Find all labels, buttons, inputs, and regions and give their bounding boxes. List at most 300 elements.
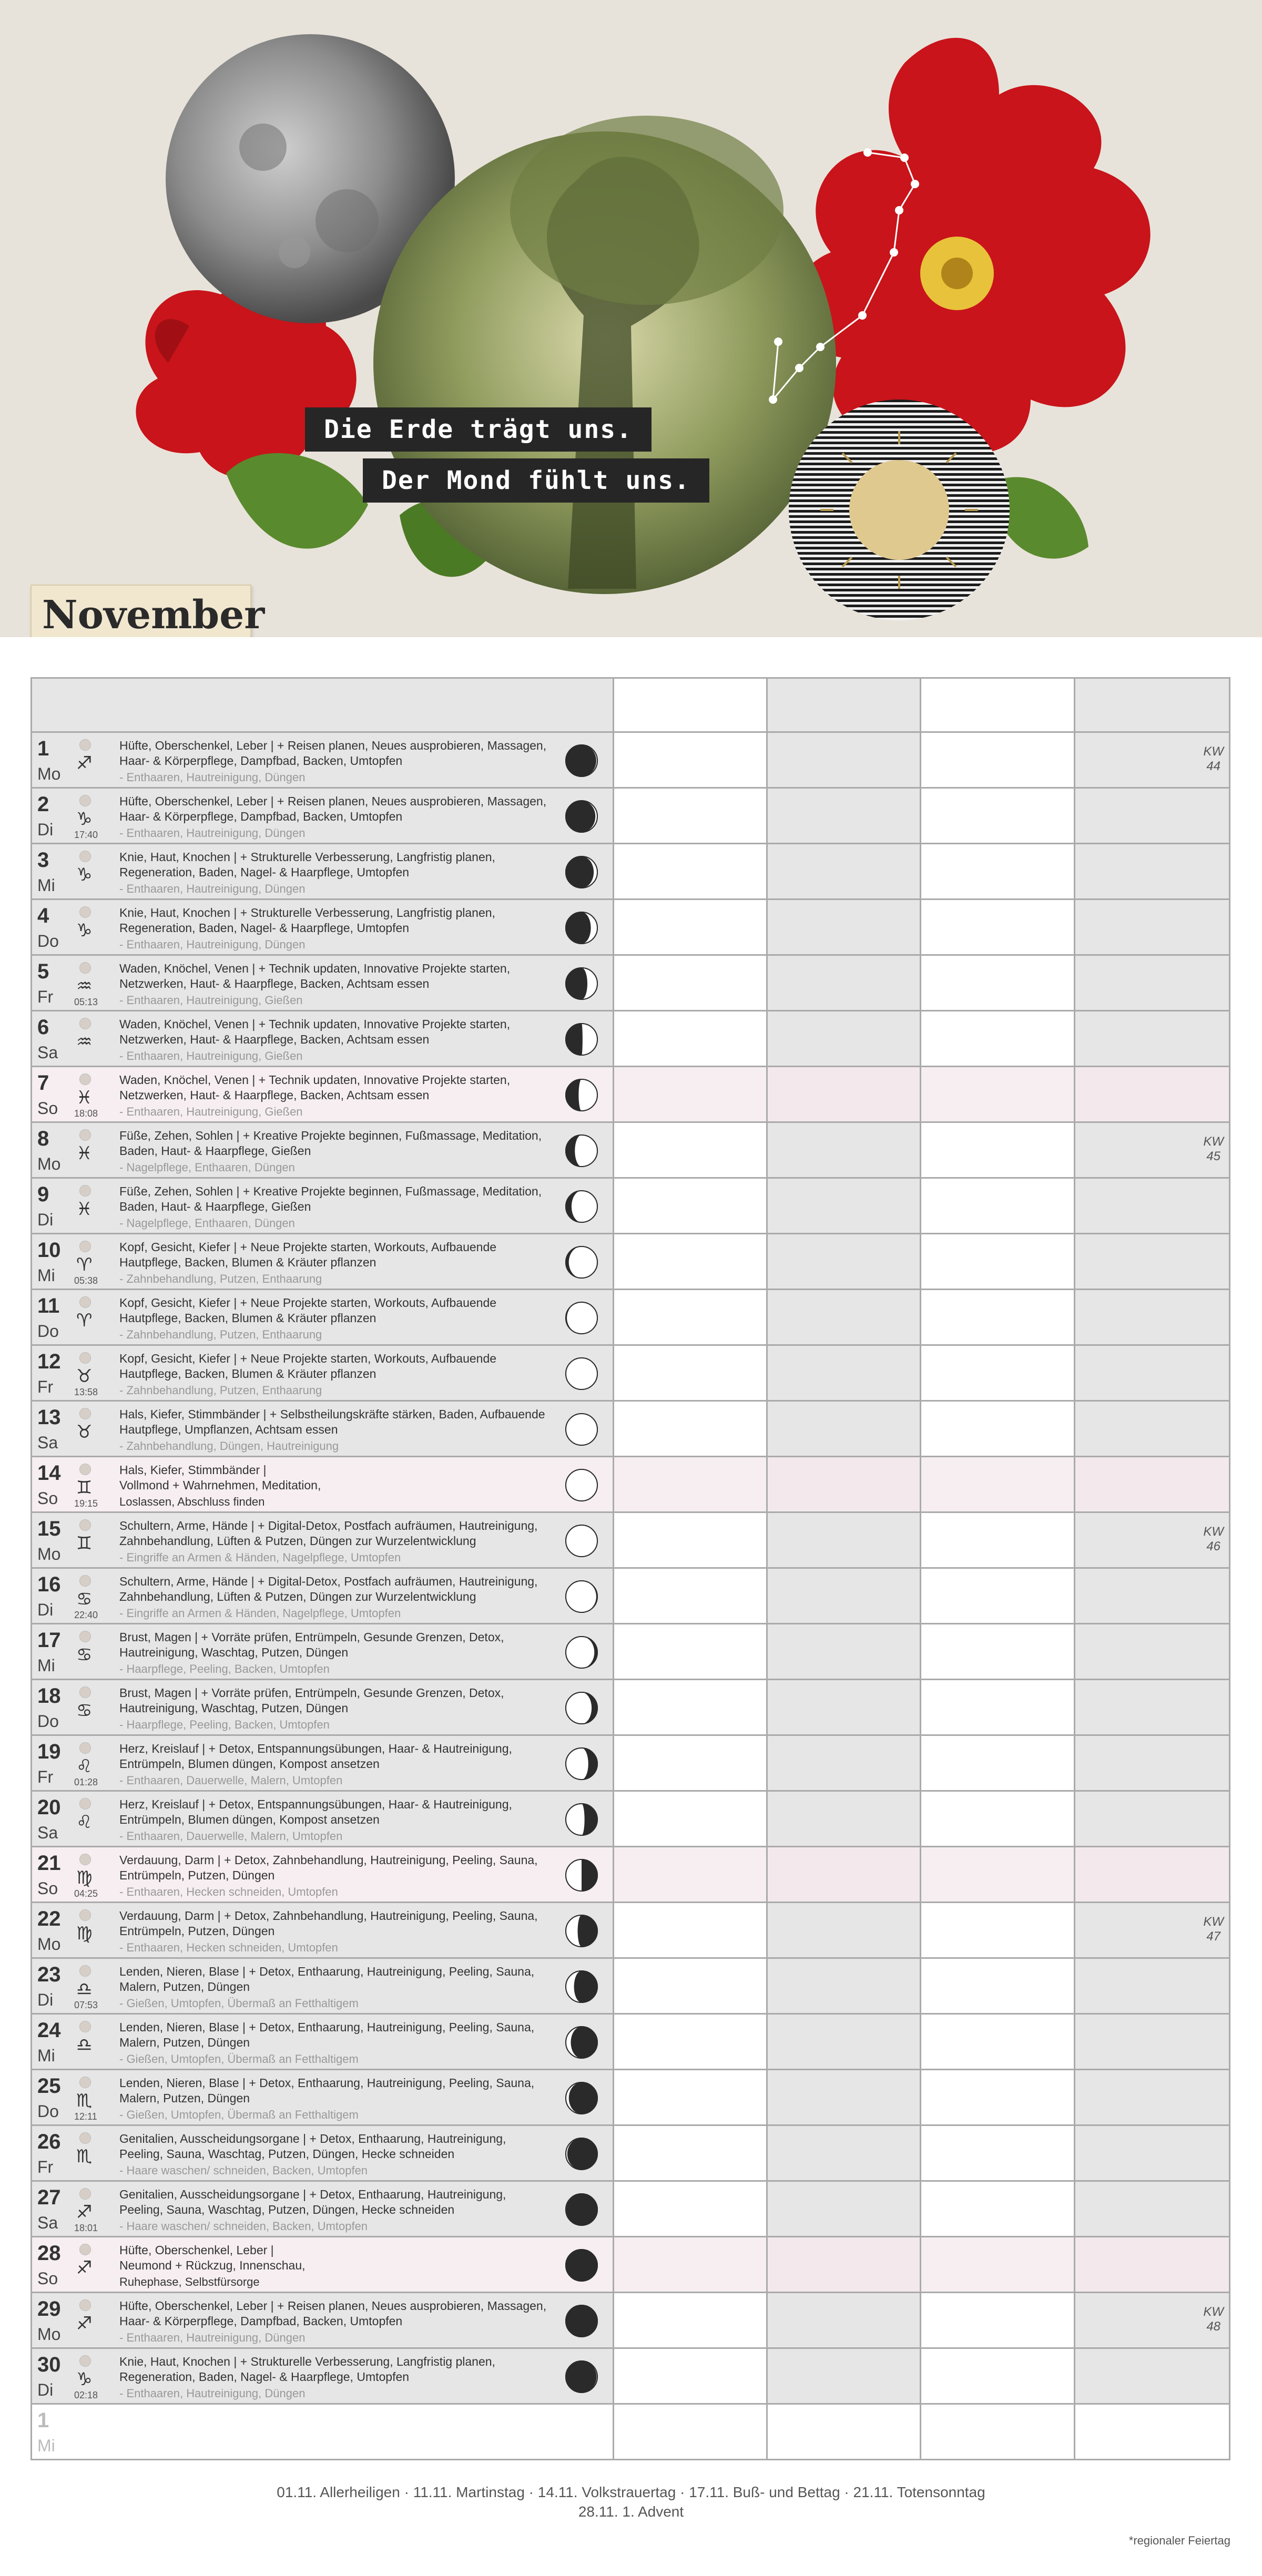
notes-cell[interactable] (921, 1346, 1075, 1400)
description-line-1: Schultern, Arme, Hände | + Digital-Detox, Postfach aufräumen, Hautreinigung, (119, 1519, 538, 1532)
day-number: 20 (37, 1796, 61, 1819)
notes-cell[interactable] (1075, 1680, 1229, 1734)
day-row (30, 1792, 1230, 1847)
day-description (119, 1184, 561, 1214)
notes-cell[interactable] (614, 1290, 768, 1344)
description-line-1: Lenden, Nieren, Blase | + Detox, Enthaarung, Hautreinigung, Peeling, Sauna, (119, 2076, 535, 2090)
notes-cell[interactable] (768, 1123, 921, 1177)
notes-cell[interactable] (768, 1792, 921, 1846)
weekday: Di (37, 1990, 54, 2009)
avoid-list: - Eingriffe an Armen & Händen, Nagelpflege, Umtopfen (119, 1551, 401, 1564)
day-number: 1 (37, 737, 49, 760)
notes-cell[interactable] (921, 1234, 1075, 1289)
notes-cell[interactable] (1075, 1179, 1229, 1233)
description-line-1: Knie, Haut, Knochen | + Strukturelle Verbesserung, Langfristig planen, (119, 906, 495, 919)
quote-line-2: Der Mond fühlt uns. (363, 458, 709, 503)
description-line-1: Waden, Knöchel, Venen | + Technik updaten, Innovative Projekte starten, (119, 1017, 511, 1031)
weekday: So (37, 2269, 58, 2288)
day-description (119, 1908, 561, 1939)
description-line-1: Waden, Knöchel, Venen | + Technik updaten, Innovative Projekte starten, (119, 962, 511, 975)
notes-cell[interactable] (1075, 1234, 1229, 1289)
notes-cell[interactable] (1075, 2349, 1229, 2403)
notes-cell[interactable] (921, 1680, 1075, 1734)
weekday: Mo (37, 764, 61, 783)
zodiac-sign-icon: ♓ (76, 1087, 93, 1108)
notes-column-2[interactable] (768, 679, 921, 731)
notes-cell[interactable] (921, 1847, 1075, 1902)
moon-sign-icon (79, 1241, 91, 1252)
calendar-week-label: KW 47 (1203, 1915, 1224, 1944)
notes-cell[interactable] (768, 1067, 921, 1121)
zodiac-sign-icon: ♎ (76, 1979, 93, 2000)
notes-cell[interactable] (768, 1457, 921, 1511)
day-row (30, 1290, 1230, 1346)
day-row (30, 1457, 1230, 1513)
notes-cell[interactable] (768, 1903, 921, 1957)
moon-sign-icon (79, 2355, 91, 2367)
notes-cell[interactable] (1075, 2237, 1229, 2292)
notes-cell[interactable] (921, 1736, 1075, 1790)
description-line-2: Entrümpeln, Putzen, Düngen (119, 1868, 275, 1882)
zodiac-sign-icon: ♋ (76, 1589, 93, 1610)
description-line-2: Haar- & Körperpflege, Dampfbad, Backen, Umtopfen (119, 810, 403, 823)
moon-sign-icon (79, 1909, 91, 1921)
notes-cell[interactable] (768, 844, 921, 898)
weekday: So (37, 1489, 58, 1508)
day-number: 6 (37, 1016, 49, 1039)
weekday: Fr (37, 2158, 54, 2176)
day-number: 28 (37, 2242, 61, 2265)
notes-cell[interactable] (614, 2182, 768, 2236)
avoid-list: - Enthaaren, Dauerwelle, Malern, Umtopfen (119, 1829, 343, 1843)
notes-cell[interactable] (614, 1402, 768, 1456)
day-description (119, 1017, 561, 1047)
day-row (30, 1234, 1230, 1290)
notes-cell[interactable] (921, 1067, 1075, 1121)
day-description (119, 1128, 561, 1159)
weekday: Fr (37, 987, 54, 1006)
day-row (30, 1346, 1230, 1402)
notes-cell[interactable] (768, 1402, 921, 1456)
moon-sign-icon (79, 1074, 91, 1085)
description-line-2: Netzwerken, Haut- & Haarpflege, Backen, Achtsam essen (119, 1033, 430, 1046)
day-description (119, 905, 561, 936)
notes-cell[interactable] (614, 1959, 768, 2013)
notes-cell[interactable] (768, 1513, 921, 1567)
notes-cell[interactable] (768, 1624, 921, 1679)
description-line-1: Hals, Kiefer, Stimmbänder | + Selbstheilungskräfte stärken, Baden, Aufbauende (119, 1407, 545, 1421)
notes-cell[interactable] (1075, 1736, 1229, 1790)
notes-cell[interactable] (921, 844, 1075, 898)
notes-cell[interactable] (1075, 1457, 1229, 1511)
day-info-cell (32, 1402, 614, 1456)
notes-cell[interactable] (768, 1346, 921, 1400)
description-line-2: Hautpflege, Backen, Blumen & Kräuter pflanzen (119, 1367, 376, 1381)
avoid-list: - Gießen, Umtopfen, Übermaß an Fetthaltigem (119, 2108, 359, 2121)
description-line-2: Peeling, Sauna, Waschtag, Putzen, Düngen, Hecke schneiden (119, 2203, 455, 2216)
day-info-cell (32, 2182, 614, 2236)
day-info-cell (32, 1457, 614, 1511)
zodiac-sign-icon: ♓ (76, 1143, 93, 1164)
avoid-list: - Zahnbehandlung, Düngen, Hautreinigung (119, 1439, 339, 1453)
zodiac-sign-icon: ♑ (76, 2369, 93, 2390)
notes-cell[interactable] (614, 1847, 768, 1902)
notes-cell[interactable] (1075, 1011, 1229, 1066)
day-info-cell (32, 1513, 614, 1567)
notes-cell[interactable] (1075, 1290, 1229, 1344)
day-info-cell (32, 1179, 614, 1233)
notes-cell[interactable] (768, 2349, 921, 2403)
notes-cell[interactable] (768, 1847, 921, 1902)
notes-cell[interactable] (614, 900, 768, 954)
moon-sign-icon (79, 1352, 91, 1364)
notes-cell[interactable] (921, 2126, 1075, 2180)
notes-cell[interactable] (1075, 1792, 1229, 1846)
description-line-2: Vollmond + Wahrnehmen, Meditation, (119, 1478, 321, 1492)
notes-cell[interactable] (614, 2070, 768, 2124)
day-number: 29 (37, 2297, 61, 2321)
weekday: Sa (37, 2213, 58, 2232)
moon-phase-icon (564, 1301, 599, 1335)
description-line-2: Entrümpeln, Putzen, Düngen (119, 1924, 275, 1938)
notes-cell[interactable] (921, 1624, 1075, 1679)
avoid-list: - Enthaaren, Dauerwelle, Malern, Umtopfen (119, 1774, 343, 1787)
weekday: Mo (37, 2325, 61, 2344)
notes-cell[interactable] (614, 2405, 768, 2459)
day-description (119, 2020, 561, 2050)
description-line-1: Kopf, Gesicht, Kiefer | + Neue Projekte starten, Workouts, Aufbauende (119, 1352, 497, 1365)
day-info-cell (32, 1346, 614, 1400)
notes-cell[interactable] (614, 1346, 768, 1400)
day-number: 18 (37, 1684, 61, 1708)
moon-phase-icon (564, 1858, 599, 1893)
notes-cell[interactable] (614, 2293, 768, 2347)
zodiac-sign-icon: ♏ (76, 2090, 93, 2111)
day-info-cell (32, 1290, 614, 1344)
notes-cell[interactable] (921, 900, 1075, 954)
day-info-cell (32, 2237, 614, 2292)
notes-cell[interactable] (1075, 1402, 1229, 1456)
day-row (30, 2015, 1230, 2070)
description-line-2: Haar- & Körperpflege, Dampfbad, Backen, Umtopfen (119, 754, 403, 768)
notes-cell[interactable] (614, 2015, 768, 2069)
notes-cell[interactable] (614, 2349, 768, 2403)
notes-cell[interactable] (1075, 1569, 1229, 1623)
notes-cell[interactable] (921, 1179, 1075, 1233)
month-title: November (30, 585, 251, 637)
sign-change-time: 07:53 (74, 2000, 98, 2010)
day-number: 17 (37, 1629, 61, 1652)
day-description (119, 1797, 561, 1827)
notes-cell[interactable] (1075, 789, 1229, 843)
day-row (30, 1903, 1230, 1959)
moon-sign-icon (79, 2299, 91, 2311)
notes-cell[interactable] (1075, 2405, 1229, 2459)
notes-cell[interactable] (614, 1624, 768, 1679)
moon-phase-icon (564, 1412, 599, 1447)
day-number: 19 (37, 1740, 61, 1763)
notes-cell[interactable] (614, 1234, 768, 1289)
day-description (119, 1295, 561, 1326)
weekday: Mi (37, 1656, 55, 1675)
day-description (119, 2131, 561, 2162)
notes-cell[interactable] (768, 1736, 921, 1790)
day-number: 26 (37, 2130, 61, 2153)
day-row (30, 844, 1230, 900)
description-line-1: Waden, Knöchel, Venen | + Technik updaten, Innovative Projekte starten, (119, 1073, 511, 1087)
day-row (30, 1123, 1230, 1179)
description-line-1: Lenden, Nieren, Blase | + Detox, Enthaarung, Hautreinigung, Peeling, Sauna, (119, 1965, 535, 1978)
notes-cell[interactable] (768, 2405, 921, 2459)
notes-column-4[interactable] (1075, 679, 1229, 731)
day-description (119, 2187, 561, 2217)
notes-cell[interactable] (921, 2349, 1075, 2403)
avoid-list: - Enthaaren, Hecken schneiden, Umtopfen (119, 1941, 338, 1954)
sign-change-time: 18:01 (74, 2223, 98, 2233)
notes-cell[interactable] (614, 1513, 768, 1567)
notes-cell[interactable] (921, 2070, 1075, 2124)
notes-cell[interactable] (768, 789, 921, 843)
notes-cell[interactable] (921, 1457, 1075, 1511)
weekday: Di (37, 1600, 54, 1619)
notes-cell[interactable] (921, 1513, 1075, 1567)
moon-phase-icon (564, 1802, 599, 1837)
day-description (119, 738, 561, 769)
sign-change-time: 04:25 (74, 1888, 98, 1899)
notes-cell[interactable] (614, 1903, 768, 1957)
avoid-list: - Zahnbehandlung, Putzen, Enthaarung (119, 1272, 322, 1285)
notes-cell[interactable] (1075, 2070, 1229, 2124)
notes-cell[interactable] (921, 2015, 1075, 2069)
notes-cell[interactable] (614, 1569, 768, 1623)
moon-phase-icon (564, 799, 599, 834)
notes-cell[interactable] (614, 1067, 768, 1121)
collage-illustration (0, 0, 1262, 637)
calendar-grid (30, 677, 1230, 2460)
day-row (30, 1011, 1230, 1067)
notes-cell[interactable] (614, 1736, 768, 1790)
moon-phase-icon (564, 911, 599, 945)
description-line-2: Hautpflege, Umpflanzen, Achtsam essen (119, 1423, 338, 1436)
moon-sign-icon (79, 962, 91, 974)
notes-cell[interactable] (614, 1123, 768, 1177)
sign-change-time: 12:11 (74, 2111, 97, 2122)
description-line-2: Entrümpeln, Blumen düngen, Kompost ansetzen (119, 1813, 380, 1826)
notes-cell[interactable] (768, 2070, 921, 2124)
notes-cell[interactable] (614, 733, 768, 787)
moon-phase-icon (564, 2081, 599, 2115)
leaf-left (226, 453, 368, 549)
day-row (30, 2126, 1230, 2182)
notes-cell[interactable] (768, 733, 921, 787)
notes-cell[interactable] (614, 789, 768, 843)
notes-cell[interactable] (921, 1569, 1075, 1623)
notes-cell[interactable] (768, 1290, 921, 1344)
day-info-cell (32, 2015, 614, 2069)
moon-sign-icon (79, 1296, 91, 1308)
zodiac-sign-icon: ♊ (76, 1477, 93, 1498)
zodiac-sign-icon: ♐ (76, 2202, 93, 2223)
day-row (30, 1624, 1230, 1680)
notes-cell[interactable] (921, 1903, 1075, 1957)
notes-cell[interactable] (768, 1179, 921, 1233)
notes-cell[interactable] (1075, 733, 1229, 787)
notes-cell[interactable] (921, 1290, 1075, 1344)
notes-cell[interactable] (614, 2126, 768, 2180)
avoid-list: - Enthaaren, Hautreinigung, Gießen (119, 1105, 303, 1118)
notes-cell[interactable] (1075, 2126, 1229, 2180)
sign-change-time: 01:28 (74, 1777, 98, 1787)
notes-cell[interactable] (614, 1792, 768, 1846)
notes-cell[interactable] (768, 1959, 921, 2013)
notes-cell[interactable] (768, 2182, 921, 2236)
notes-cell[interactable] (1075, 900, 1229, 954)
avoid-list: - Enthaaren, Hautreinigung, Düngen (119, 2387, 306, 2400)
moon-phase-icon (564, 1022, 599, 1057)
notes-cell[interactable] (768, 900, 921, 954)
day-number: 27 (37, 2186, 61, 2209)
notes-cell[interactable] (1075, 844, 1229, 898)
description-line-1: Genitalien, Ausscheidungsorgane | + Detox, Enthaarung, Hautreinigung, (119, 2187, 506, 2201)
notes-cell[interactable] (768, 2126, 921, 2180)
notes-cell[interactable] (768, 956, 921, 1010)
notes-cell[interactable] (921, 733, 1075, 787)
notes-cell[interactable] (1075, 2293, 1229, 2347)
avoid-list: - Zahnbehandlung, Putzen, Enthaarung (119, 1328, 322, 1341)
description-line-2: Regeneration, Baden, Nagel- & Haarpflege, Umtopfen (119, 2370, 410, 2384)
day-info-cell (32, 1736, 614, 1790)
notes-cell[interactable] (921, 1792, 1075, 1846)
notes-cell[interactable] (1075, 1123, 1229, 1177)
avoid-list: - Enthaaren, Hautreinigung, Düngen (119, 938, 306, 951)
weekday: Do (37, 2102, 59, 2121)
day-number: 8 (37, 1127, 49, 1150)
moon-phase-icon (564, 1468, 599, 1502)
notes-cell[interactable] (921, 1011, 1075, 1066)
notes-cell[interactable] (1075, 956, 1229, 1010)
day-description (119, 961, 561, 991)
moon-phase-icon (564, 2304, 599, 2338)
notes-cell[interactable] (614, 1680, 768, 1734)
notes-cell[interactable] (921, 789, 1075, 843)
day-info-cell (32, 2293, 614, 2347)
day-number: 24 (37, 2019, 61, 2042)
notes-cell[interactable] (1075, 2015, 1229, 2069)
description-line-2: Baden, Haut- & Haarpflege, Gießen (119, 1144, 311, 1158)
notes-cell[interactable] (921, 1402, 1075, 1456)
weekday: Mi (37, 2436, 55, 2455)
moon-sign-icon (79, 1742, 91, 1754)
red-flower-right (792, 38, 1150, 453)
moon-phase-icon (564, 1356, 599, 1391)
moon-phase-icon (564, 1189, 599, 1224)
notes-cell[interactable] (614, 1457, 768, 1511)
day-info-cell (32, 789, 614, 843)
notes-cell[interactable] (921, 2182, 1075, 2236)
day-row (30, 1569, 1230, 1624)
day-number: 3 (37, 849, 49, 872)
day-number: 11 (37, 1294, 60, 1317)
day-row (30, 1513, 1230, 1569)
notes-cell[interactable] (614, 2237, 768, 2292)
notes-cell[interactable] (768, 2237, 921, 2292)
moon-sign-icon (79, 1018, 91, 1029)
notes-cell[interactable] (1075, 1903, 1229, 1957)
zodiac-sign-icon: ♒ (76, 1031, 93, 1052)
day-description (119, 2298, 561, 2329)
notes-cell[interactable] (921, 2237, 1075, 2292)
day-number: 22 (37, 1907, 61, 1930)
weekday: Sa (37, 1823, 58, 1842)
notes-cell[interactable] (921, 956, 1075, 1010)
notes-cell[interactable] (768, 1011, 921, 1066)
description-line-1: Kopf, Gesicht, Kiefer | + Neue Projekte starten, Workouts, Aufbauende (119, 1240, 497, 1254)
day-row (30, 2237, 1230, 2293)
description-line-2: Baden, Haut- & Haarpflege, Gießen (119, 1200, 311, 1213)
avoid-list: - Enthaaren, Hautreinigung, Düngen (119, 826, 306, 840)
day-number: 25 (37, 2074, 61, 2098)
notes-cell[interactable] (614, 844, 768, 898)
notes-cell[interactable] (1075, 1513, 1229, 1567)
notes-cell[interactable] (921, 2405, 1075, 2459)
moon-phase-icon (564, 855, 599, 890)
weekday: Mi (37, 2046, 55, 2065)
notes-cell[interactable] (614, 1179, 768, 1233)
day-info-cell (32, 956, 614, 1010)
description-line-2: Netzwerken, Haut- & Haarpflege, Backen, Achtsam essen (119, 977, 430, 990)
notes-cell[interactable] (921, 1123, 1075, 1177)
notes-cell[interactable] (1075, 1959, 1229, 2013)
description-line-1: Herz, Kreislauf | + Detox, Entspannungsübungen, Haar- & Hautreinigung, (119, 1797, 512, 1811)
notes-cell[interactable] (1075, 2182, 1229, 2236)
notes-cell[interactable] (1075, 1624, 1229, 1679)
notes-cell[interactable] (768, 1234, 921, 1289)
zodiac-sign-icon: ♑ (76, 809, 93, 830)
zodiac-sign-icon: ♍ (76, 1923, 93, 1944)
day-info-cell (32, 1234, 614, 1289)
avoid-list: - Enthaaren, Hautreinigung, Gießen (119, 994, 303, 1007)
day-description (119, 1518, 561, 1549)
notes-cell[interactable] (768, 2293, 921, 2347)
notes-cell[interactable] (1075, 1346, 1229, 1400)
notes-cell[interactable] (1075, 1847, 1229, 1902)
notes-cell[interactable] (1075, 1067, 1229, 1121)
day-number: 15 (37, 1517, 61, 1540)
avoid-list: - Haare waschen/ schneiden, Backen, Umtopfen (119, 2220, 368, 2233)
day-info-cell (32, 1569, 614, 1623)
notes-column-1[interactable] (614, 679, 768, 731)
notes-cell[interactable] (768, 1680, 921, 1734)
day-number: 13 (37, 1406, 61, 1429)
notes-cell[interactable] (921, 1959, 1075, 2013)
notes-cell[interactable] (614, 1011, 768, 1066)
description-line-1: Füße, Zehen, Sohlen | + Kreative Projekte beginnen, Fußmassage, Meditation, (119, 1184, 542, 1198)
notes-column-3[interactable] (921, 679, 1075, 731)
day-description (119, 850, 561, 880)
notes-cell[interactable] (768, 2015, 921, 2069)
zodiac-sign-icon: ♈ (76, 1310, 93, 1331)
day-row (30, 1067, 1230, 1123)
description-line-1: Knie, Haut, Knochen | + Strukturelle Verbesserung, Langfristig planen, (119, 850, 495, 864)
day-info-cell (32, 2126, 614, 2180)
day-number: 2 (37, 793, 49, 816)
zodiac-sign-icon: ♒ (76, 976, 93, 997)
moon-phase-icon (564, 1078, 599, 1112)
notes-cell[interactable] (921, 2293, 1075, 2347)
notes-cell[interactable] (614, 956, 768, 1010)
zodiac-sign-icon: ♐ (76, 2313, 93, 2334)
notes-cell[interactable] (768, 1569, 921, 1623)
